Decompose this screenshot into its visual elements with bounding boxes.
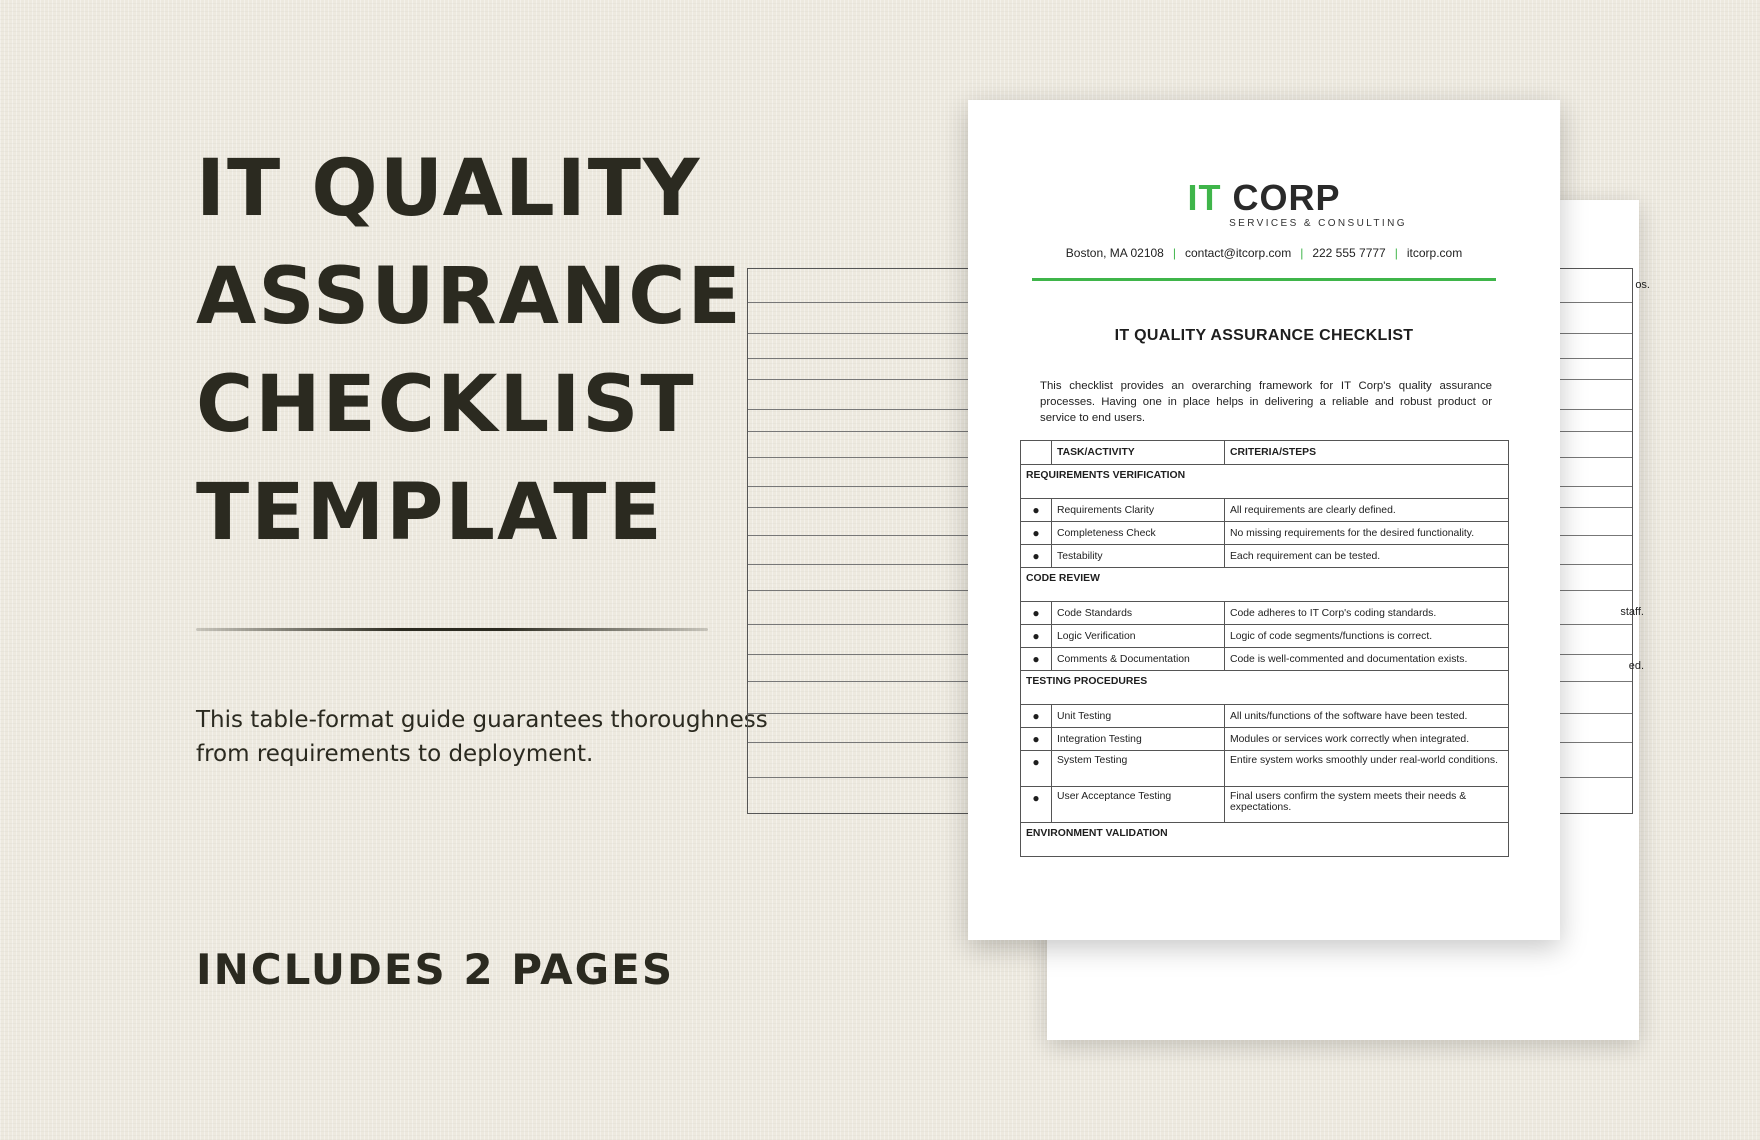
task-cell: Logic Verification bbox=[1052, 625, 1225, 648]
criteria-cell: Final users confirm the system meets their needs & expectations. bbox=[1225, 787, 1509, 823]
table-row bbox=[1021, 625, 1509, 648]
criteria-cell: No missing requirements for the desired functionality. bbox=[1225, 522, 1509, 545]
header-bullet-cell bbox=[1021, 441, 1052, 465]
table-row bbox=[1021, 787, 1509, 823]
table-row bbox=[1021, 602, 1509, 625]
task-cell: Requirements Clarity bbox=[1052, 499, 1225, 522]
contact-separator: | bbox=[1300, 246, 1304, 260]
back-page-text-fragment: staff. bbox=[1620, 606, 1644, 618]
section-row bbox=[1021, 823, 1509, 857]
criteria-cell: All units/functions of the software have been tested. bbox=[1225, 705, 1509, 728]
document-intro: This checklist provides an overarching framework for IT Corp's quality assurance processes. Having one in place helps in delivering a reliable and robust product or service to end users. bbox=[1040, 380, 1492, 424]
section-title: REQUIREMENTS VERIFICATION bbox=[1021, 465, 1509, 499]
criteria-cell: Each requirement can be tested. bbox=[1225, 545, 1509, 568]
hero-title-line: IT QUALITY bbox=[196, 144, 702, 234]
table-row bbox=[1021, 728, 1509, 751]
contact-website: itcorp.com bbox=[1406, 246, 1463, 260]
logo-subtitle: SERVICES & CONSULTING bbox=[1229, 218, 1407, 229]
bullet: ● bbox=[1021, 522, 1052, 545]
table-row bbox=[1021, 705, 1509, 728]
header-task: TASK/ACTIVITY bbox=[1052, 441, 1225, 465]
table-row bbox=[1021, 499, 1509, 522]
table-row bbox=[1021, 545, 1509, 568]
criteria-cell: Code adheres to IT Corp's coding standards. bbox=[1225, 602, 1509, 625]
task-cell: System Testing bbox=[1052, 751, 1225, 787]
front-page-preview bbox=[968, 100, 1560, 940]
criteria-cell: Modules or services work correctly when integrated. bbox=[1225, 728, 1509, 751]
criteria-cell: Code is well-commented and documentation exists. bbox=[1225, 648, 1509, 671]
header-divider bbox=[1032, 278, 1496, 281]
hero-title-line: ASSURANCE bbox=[196, 252, 743, 342]
contact-line bbox=[968, 246, 1560, 260]
bullet: ● bbox=[1021, 625, 1052, 648]
criteria-cell: Logic of code segments/functions is correct. bbox=[1225, 625, 1509, 648]
contact-separator: | bbox=[1394, 246, 1398, 260]
task-cell: User Acceptance Testing bbox=[1052, 787, 1225, 823]
back-page-text-fragment: os. bbox=[1635, 279, 1650, 291]
hero-description: This table-format guide guarantees thoroughness from requirements to deployment. bbox=[196, 707, 768, 767]
bullet: ● bbox=[1021, 648, 1052, 671]
criteria-cell: Entire system works smoothly under real-world conditions. bbox=[1225, 751, 1509, 787]
hero-title bbox=[196, 135, 796, 567]
criteria-cell: All requirements are clearly defined. bbox=[1225, 499, 1509, 522]
task-cell: Comments & Documentation bbox=[1052, 648, 1225, 671]
hero-title-line: TEMPLATE bbox=[196, 468, 664, 558]
bullet: ● bbox=[1021, 787, 1052, 823]
hero-title-line: CHECKLIST bbox=[196, 360, 696, 450]
logo-it-text: IT bbox=[1187, 177, 1222, 218]
back-page-text-fragment: ed. bbox=[1628, 660, 1644, 672]
task-cell: Unit Testing bbox=[1052, 705, 1225, 728]
bullet: ● bbox=[1021, 728, 1052, 751]
bullet: ● bbox=[1021, 705, 1052, 728]
section-row bbox=[1021, 465, 1509, 499]
table-row bbox=[1021, 751, 1509, 787]
header-criteria: CRITERIA/STEPS bbox=[1225, 441, 1509, 465]
section-title: TESTING PROCEDURES bbox=[1021, 671, 1509, 705]
task-cell: Completeness Check bbox=[1052, 522, 1225, 545]
task-cell: Code Standards bbox=[1052, 602, 1225, 625]
document-title: IT QUALITY ASSURANCE CHECKLIST bbox=[1114, 327, 1414, 344]
contact-separator: | bbox=[1172, 246, 1176, 260]
contact-email: contact@itcorp.com bbox=[1184, 246, 1292, 260]
section-row bbox=[1021, 671, 1509, 705]
table-header-row bbox=[1021, 441, 1509, 465]
contact-phone: 222 555 7777 bbox=[1312, 246, 1386, 260]
contact-address: Boston, MA 02108 bbox=[1065, 246, 1164, 260]
bullet: ● bbox=[1021, 499, 1052, 522]
bullet: ● bbox=[1021, 751, 1052, 787]
task-cell: Integration Testing bbox=[1052, 728, 1225, 751]
table-row bbox=[1021, 522, 1509, 545]
logo-corp-text: CORP bbox=[1232, 177, 1341, 218]
bullet: ● bbox=[1021, 602, 1052, 625]
hero-divider bbox=[196, 628, 708, 631]
company-logo bbox=[968, 178, 1560, 218]
bullet: ● bbox=[1021, 545, 1052, 568]
section-row bbox=[1021, 568, 1509, 602]
pages-count-label: INCLUDES 2 PAGES bbox=[196, 945, 675, 994]
table-row bbox=[1021, 648, 1509, 671]
task-cell: Testability bbox=[1052, 545, 1225, 568]
section-title: ENVIRONMENT VALIDATION bbox=[1021, 823, 1509, 857]
section-title: CODE REVIEW bbox=[1021, 568, 1509, 602]
checklist-table bbox=[1020, 440, 1509, 857]
